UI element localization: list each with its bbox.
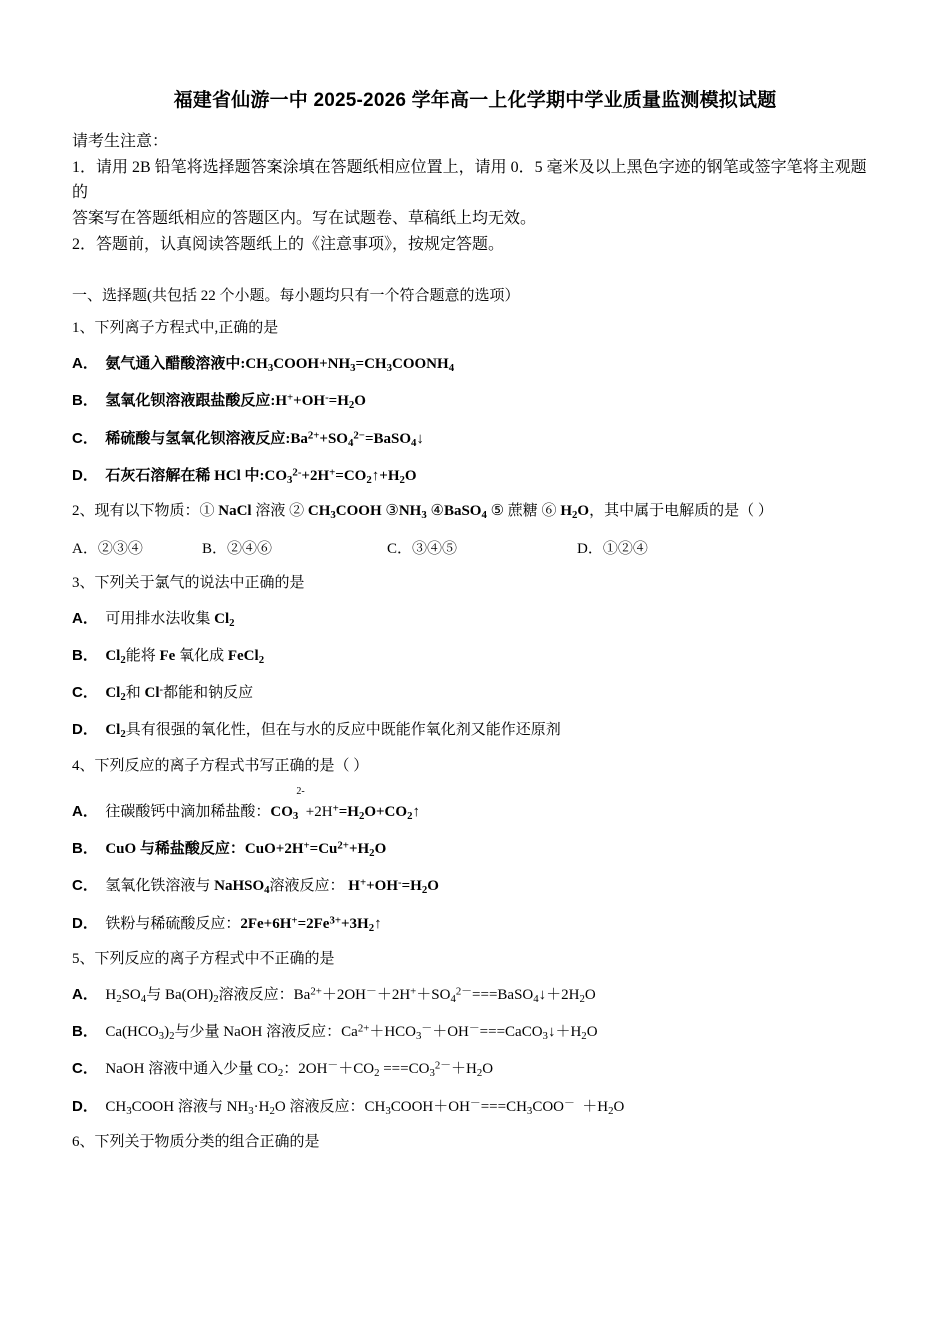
question-2-options bbox=[72, 537, 878, 561]
question-3-option-b[interactable]: B． $Cl_2$能将 Fe 氧化成 FeCl$_2$ bbox=[72, 646, 265, 666]
question-2-option-d[interactable]: D．①②④ bbox=[577, 540, 648, 557]
question-1-option-c[interactable]: C． 稀硫酸与氢氧化钡溶液反应$:Ba^{2+}+SO_4^{2-}=BaSO_4↓$ bbox=[72, 429, 424, 449]
question-3-option-a[interactable]: A． 可用排水法收集 $Cl_2$ bbox=[72, 609, 235, 629]
question-1-option-b[interactable]: B． 氢氧化钡溶液跟盐酸反应$:H^++OH^-=H_2O$ bbox=[72, 391, 366, 412]
question-5-option-d[interactable]: D． $CH_3COOH$ 溶液与 $NH_3\cdot H_2O$ 溶液反应：$CH_3COOH+OH^-===CH_3COO^- +H_2O$ bbox=[72, 1097, 625, 1117]
notice-heading: 请考生注意： bbox=[72, 132, 169, 150]
question-3-stem: 3、下列关于氯气的说法中正确的是 bbox=[72, 574, 305, 591]
page-title: 福建省仙游一中 2025-2026 学年高一上化学期中学业质量监测模拟试题 bbox=[173, 90, 777, 111]
question-3-option-c[interactable]: C． $Cl_2$和 Cl-都能和钠反应 bbox=[72, 683, 254, 704]
question-1-option-d[interactable]: D． 石灰石溶解在稀 HCl 中$:CO_3^{2-}+2H^+=CO_2↑+H_2O$ bbox=[72, 466, 417, 486]
notice-line-1b: 答案写在答题纸相应的答题区内。写在试题卷、草稿纸上均无效。 bbox=[72, 210, 537, 228]
question-2-option-a[interactable]: A．②③④ bbox=[72, 540, 143, 557]
question-5-option-c[interactable]: C． NaOH 溶液中通入少量 $CO_2$：$2OH^-+CO_2 ===CO_3^{2-}+H_2O$ bbox=[72, 1059, 494, 1080]
question-6-stem: 6、下列关于物质分类的组合正确的是 bbox=[72, 1133, 320, 1150]
question-4-option-a[interactable]: A． 往碳酸钙中滴加稀盐酸：$CO_3$ 2- $+2H^+=H_2O+CO_2↑$ bbox=[72, 785, 420, 822]
question-2-option-b[interactable]: B．②④⑥ bbox=[202, 540, 273, 557]
notice-line-2: 2．答题前，认真阅读答题纸上的《注意事项》，按规定答题。 bbox=[72, 236, 505, 254]
question-4-option-b[interactable]: B． CuO 与稀盐酸反应：$CuO+2H^+=Cu^{2+}+H_2O$ bbox=[72, 839, 387, 859]
question-2-stem: 2、现有以下物质：① NaCl 溶液 ② $CH_3COOH$ $③NH_3$ ④BaSO$_4$ ⑤ 蔗糖 ⑥ $H_2O$，其中属于电解质的是（ ） bbox=[72, 503, 773, 522]
question-5-option-a[interactable]: A． $H_2SO_4$与 $Ba(OH)_2$溶液反应：$Ba^{2+}+2OH^-+2H^++SO_4^{2-}===BaSO_4↓+2H_2O$ bbox=[72, 985, 596, 1005]
question-1-stem: 1、下列离子方程式中,正确的是 bbox=[72, 320, 279, 337]
question-5-option-b[interactable]: B． $Ca(HCO_3)_2$与少量 NaOH 溶液反应：$Ca^{2+}+HCO_3^-+OH^-===CaCO_3↓+H_2O$ bbox=[72, 1022, 598, 1043]
question-5-stem: 5、下列反应的离子方程式中不正确的是 bbox=[72, 950, 335, 967]
exam-notice bbox=[72, 129, 878, 259]
question-4-option-c[interactable]: C． 氢氧化铁溶液与 NaHSO$_4$溶液反应： $H^++OH^-=H_2O$ bbox=[72, 876, 439, 897]
question-1-option-a[interactable]: A． 氨气通入醋酸溶液中$:CH_3COOH+NH_3=CH_3COONH_4$ bbox=[72, 355, 455, 375]
question-2-option-c[interactable]: C．③④⑤ bbox=[387, 540, 458, 557]
question-4-option-d[interactable]: D． 铁粉与稀硫酸反应：$2Fe+6H^+=2Fe^{3+}+3H_2↑$ bbox=[72, 913, 382, 934]
notice-line-1: 1．请用 2B 铅笔将选择题答案涂填在答题纸相应位置上，请用 0．5 毫米及以上黑色字迹的钢笔或签字笔将主观题的 bbox=[72, 158, 867, 202]
question-3-option-d[interactable]: D． $Cl_2$具有很强的氧化性，但在与水的反应中既能作氧化剂又能作还原剂 bbox=[72, 721, 561, 741]
section-heading: 一、选择题(共包括 22 个小题。每小题均只有一个符合题意的选项） bbox=[72, 288, 520, 305]
question-4-stem: 4、下列反应的离子方程式书写正确的是（ ） bbox=[72, 757, 369, 774]
